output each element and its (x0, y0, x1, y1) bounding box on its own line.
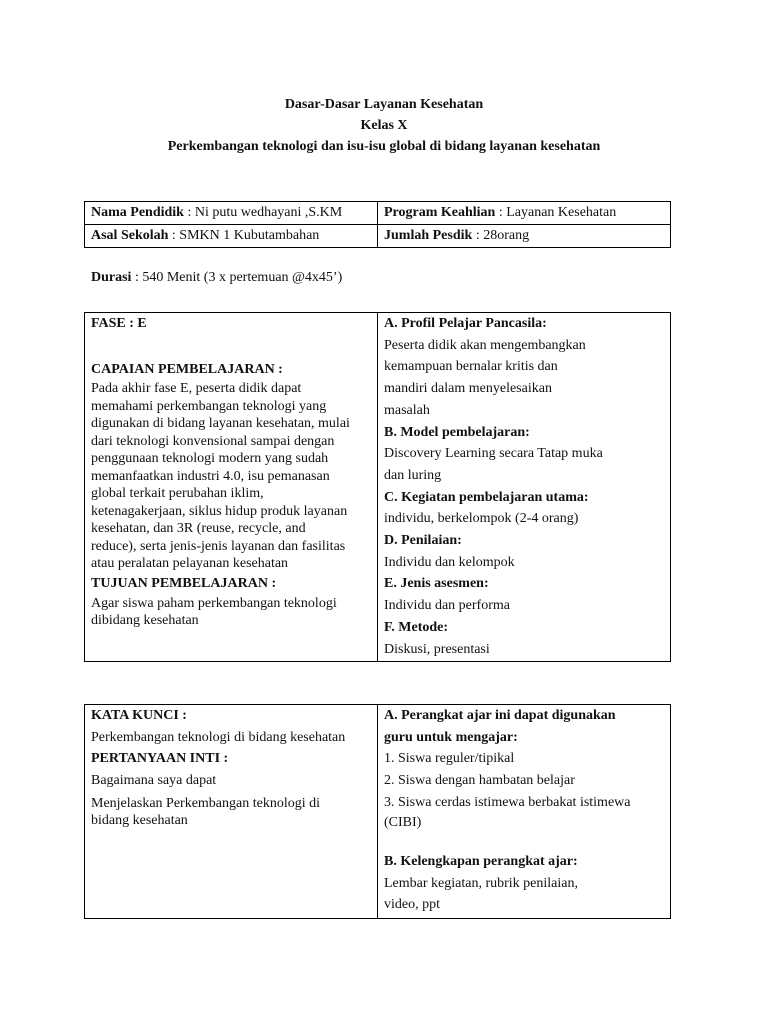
pertanyaan-line: Bagaimana saya dapat (91, 773, 217, 789)
pertanyaan-line: bidang kesehatan (91, 813, 188, 829)
fase-label: FASE : E (91, 316, 147, 331)
perangkat-list (384, 705, 664, 814)
topic-title: Perkembangan teknologi dan isu-isu global di bidang layanan kesehatan (167, 139, 601, 154)
perangkat-item: 1. Siswa reguler/tipikal (384, 751, 515, 767)
info-row (85, 202, 671, 225)
subject-title: Dasar-Dasar Layanan Kesehatan (284, 97, 484, 112)
kata-kunci-cell (85, 705, 378, 919)
program-label: Program Keahlian (384, 205, 496, 220)
perangkat-heading: guru untuk mengajar: (384, 729, 518, 745)
kelengkapan-line: Lembar kegiatan, rubrik penilaian, (384, 875, 578, 891)
capaian-line: kesehatan, dan 3R (reuse, recycle, and (91, 521, 306, 537)
capaian-heading: CAPAIAN PEMBELAJARAN : (91, 361, 283, 377)
pertanyaan-heading: PERTANYAAN INTI : (91, 751, 229, 767)
perangkat-cell (378, 705, 671, 919)
kata-kunci-row (85, 705, 671, 919)
document-header (0, 94, 768, 157)
profil-line: kemampuan bernalar kritis dan (384, 359, 558, 375)
capaian-line: reduce), serta jenis-jenis layanan dan fasilitas (91, 538, 346, 554)
perangkat-item: 2. Siswa dengan hambatan belajar (384, 773, 575, 789)
tujuan-heading: TUJUAN PEMBELAJARAN : (91, 575, 277, 591)
kegiatan-heading: C. Kegiatan pembelajaran utama: (384, 489, 589, 505)
durasi-value: : 540 Menit (3 x pertemuan @4x45’) (131, 270, 343, 285)
tujuan-line: Agar siswa paham perkembangan teknologi (91, 595, 337, 611)
capaian-line: ketenagakerjaan, siklus hidup produk layanan (91, 503, 348, 519)
pertanyaan-line: Menjelaskan Perkembangan teknologi di (91, 795, 320, 811)
sekolah-cell (85, 225, 378, 248)
durasi-label: Durasi (91, 270, 132, 285)
fase-row (85, 313, 671, 662)
tujuan-text (91, 595, 371, 630)
penilaian-line: Individu dan kelompok (384, 554, 515, 570)
kelengkapan-line: video, ppt (384, 897, 440, 913)
capaian-line: digunakan di bidang layanan kesehatan, mulai (91, 416, 350, 432)
capaian-line: atau peralatan pelayanan kesehatan (91, 556, 289, 572)
capaian-line: memanfaatkan industri 4.0, isu pemanasan (91, 468, 330, 484)
capaian-line: dari teknologi konvensional sampai dengan (91, 433, 335, 449)
pendidik-value: : Ni putu wedhayani ,S.KM (183, 205, 343, 220)
profil-list (384, 313, 664, 660)
kata-kunci-value: Perkembangan teknologi di bidang kesehatan (91, 729, 346, 745)
perangkat-heading: A. Perangkat ajar ini dapat digunakan (384, 708, 616, 723)
kelengkapan-list (384, 851, 664, 916)
jumlah-label: Jumlah Pesdik (384, 228, 473, 243)
metode-heading: F. Metode: (384, 619, 449, 635)
perangkat-item: (CIBI) (384, 814, 422, 830)
spacer (91, 335, 371, 359)
pendidik-label: Nama Pendidik (91, 205, 184, 220)
fase-table (84, 312, 671, 662)
pertanyaan-text (91, 795, 371, 830)
profil-line: masalah (384, 402, 430, 418)
kegiatan-line: individu, berkelompok (2-4 orang) (384, 511, 579, 527)
penilaian-heading: D. Penilaian: (384, 533, 462, 549)
model-heading: B. Model pembelajaran: (384, 424, 530, 440)
profil-cell (378, 313, 671, 662)
durasi-line (91, 268, 342, 288)
spacer (384, 831, 664, 851)
jumlah-value: : 28orang (472, 228, 530, 243)
program-value: : Layanan Kesehatan (495, 205, 617, 220)
capaian-text (91, 380, 371, 573)
jumlah-cell (378, 225, 671, 248)
capaian-line: penggunaan teknologi modern yang sudah (91, 451, 329, 467)
info-table (84, 201, 671, 248)
model-line: dan luring (384, 467, 442, 483)
class-title: Kelas X (360, 118, 408, 133)
model-line: Discovery Learning secara Tatap muka (384, 446, 603, 462)
metode-line: Diskusi, presentasi (384, 641, 490, 657)
info-row (85, 225, 671, 248)
profil-heading: A. Profil Pelajar Pancasila: (384, 316, 547, 331)
sekolah-label: Asal Sekolah (91, 228, 169, 243)
kelengkapan-heading: B. Kelengkapan perangkat ajar: (384, 854, 578, 870)
program-cell (378, 202, 671, 225)
capaian-cell (85, 313, 378, 662)
perangkat-item: 3. Siswa cerdas istimewa berbakat istimewa (384, 794, 631, 810)
pendidik-cell (85, 202, 378, 225)
asesmen-heading: E. Jenis asesmen: (384, 576, 489, 592)
profil-line: Peserta didik akan mengembangkan (384, 337, 586, 353)
profil-line: mandiri dalam menyelesaikan (384, 381, 552, 397)
capaian-line: Pada akhir fase E, peserta didik dapat (91, 381, 302, 397)
sekolah-value: : SMKN 1 Kubutambahan (168, 228, 320, 243)
kata-kunci-heading: KATA KUNCI : (91, 708, 187, 723)
capaian-line: global terkait perubahan iklim, (91, 486, 264, 502)
asesmen-line: Individu dan performa (384, 598, 510, 614)
tujuan-line: dibidang kesehatan (91, 613, 199, 629)
capaian-line: memahami perkembangan teknologi yang (91, 398, 327, 414)
kata-kunci-table (84, 704, 671, 919)
